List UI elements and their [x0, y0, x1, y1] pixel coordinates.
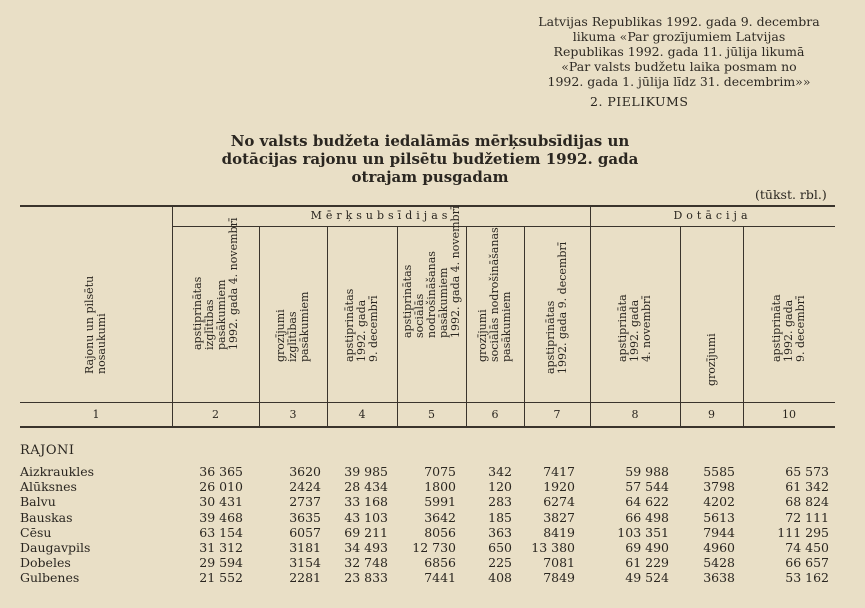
header-line: apstiprināta [616, 294, 629, 362]
cell-col-9: 5613 [703, 509, 735, 525]
cell-col-10: 74 450 [785, 539, 829, 555]
header-line: 1992. gada 4. novembrī [226, 217, 240, 350]
table-row [0, 494, 865, 509]
header-line: pasākumiem [298, 291, 311, 362]
unit-label: (tūkst. rbl.) [755, 187, 827, 202]
column-header-text [84, 276, 108, 374]
header-line: pasākumiem [214, 279, 228, 350]
cell-col-9: 3638 [703, 570, 735, 586]
column-number: 8 [631, 408, 639, 421]
column-header-6 [466, 228, 524, 398]
cell-col-2: 36 365 [199, 464, 243, 479]
cell-col-2: 39 468 [199, 509, 243, 525]
section-label: RAJONI [20, 443, 75, 458]
table-row [0, 479, 865, 494]
cell-col-7: 7417 [543, 464, 575, 479]
cell-col-2: 30 431 [199, 494, 243, 510]
table-row [0, 540, 865, 555]
cell-col-3: 2424 [289, 479, 321, 495]
cell-col-5: 1800 [424, 479, 456, 495]
law-reference-line: Latvijas Republikas 1992. gada 9. decembra [538, 14, 820, 29]
cell-col-3: 6057 [289, 524, 321, 540]
column-header-text [771, 294, 807, 362]
column-header-8 [590, 228, 680, 398]
column-header-text [477, 227, 513, 362]
cell-col-9: 3798 [703, 479, 735, 495]
law-reference [520, 14, 838, 89]
header-line: sociālās [412, 293, 426, 338]
column-number: 9 [708, 408, 715, 421]
header-line: 4. novembrī [640, 295, 653, 362]
header-line: Rajonu un pilsētu [83, 275, 96, 374]
header-line: apstiprinātas [190, 276, 204, 350]
column-header-text [344, 289, 380, 362]
header-line: apstiprināta [770, 294, 783, 362]
cell-col-5: 3642 [424, 509, 456, 525]
cell-col-4: 34 493 [344, 539, 388, 555]
row-name: Bauskas [20, 509, 73, 525]
cell-col-3: 2737 [289, 494, 321, 510]
column-header-10 [743, 228, 835, 398]
column-header-1 [20, 228, 172, 398]
cell-col-8: 69 490 [625, 539, 669, 555]
group-label-merksubsidijas: Mērķsubsīdijas [310, 209, 452, 222]
header-line: pasākumiem [500, 291, 513, 362]
cell-col-5: 7075 [424, 464, 456, 479]
header-line: 1992. gada [628, 299, 641, 362]
cell-col-7: 6274 [543, 494, 575, 510]
header-line: nodrošināšanas [424, 251, 438, 338]
header-line: izglītības [202, 299, 216, 350]
cell-col-2: 63 154 [199, 524, 243, 540]
cell-col-10: 111 295 [777, 524, 829, 540]
cell-col-9: 5428 [703, 555, 735, 571]
header-line: 1992. gada 9. decembrī [556, 241, 569, 374]
header-line: apstiprinātas [400, 264, 414, 338]
cell-col-10: 68 824 [785, 494, 829, 510]
cell-col-6: 363 [488, 524, 512, 540]
cell-col-7: 7081 [543, 555, 575, 571]
law-reference-line: «Par valsts budžetu laika posmam no [561, 59, 797, 74]
header-line: 9. decembrī [794, 295, 807, 362]
cell-col-8: 103 351 [617, 524, 669, 540]
cell-col-7: 7849 [543, 570, 575, 586]
cell-col-3: 3154 [289, 555, 321, 571]
column-number: 2 [212, 408, 219, 421]
column-header-2 [172, 217, 259, 398]
cell-col-3: 3635 [289, 509, 321, 525]
cell-col-4: 23 833 [344, 570, 388, 586]
header-line: pasākumiem [436, 267, 450, 338]
column-header-text [275, 292, 311, 362]
header-line: grozījumi [274, 309, 287, 362]
header-line: apstiprinātas [544, 300, 557, 374]
cell-col-8: 64 622 [625, 494, 669, 510]
cell-col-2: 29 594 [199, 555, 243, 571]
cell-col-4: 39 985 [344, 464, 388, 479]
cell-col-5: 6856 [424, 555, 456, 571]
row-name: Dobeles [20, 555, 71, 571]
cell-col-8: 49 524 [625, 570, 669, 586]
cell-col-6: 342 [488, 464, 512, 479]
title-line: otrajam pusgadam [351, 168, 509, 186]
cell-col-10: 66 657 [785, 555, 829, 571]
cell-col-7: 8419 [543, 524, 575, 540]
column-header-text [192, 218, 240, 350]
column-header-9 [680, 228, 743, 398]
header-line: grozījumi [704, 333, 718, 386]
table-body [0, 464, 865, 586]
title-line: No valsts budžeta iedalāmās mērķsubsīdijas un [230, 132, 630, 150]
column-number: 5 [428, 408, 435, 421]
cell-col-4: 33 168 [344, 494, 388, 510]
cell-col-4: 32 748 [344, 555, 388, 571]
column-header-text [617, 294, 653, 362]
column-header-text [545, 242, 569, 374]
header-line: 1992. gada 4. novembrī [448, 205, 462, 338]
table-row [0, 525, 865, 540]
column-number: 4 [358, 408, 366, 421]
table-row [0, 464, 865, 479]
table-row [0, 555, 865, 570]
law-reference-line: Republikas 1992. gada 11. jūlija likumā [553, 44, 805, 59]
cell-col-5: 8056 [424, 524, 456, 540]
cell-col-10: 65 573 [785, 464, 829, 479]
cell-col-3: 3620 [289, 464, 321, 479]
column-number: 3 [289, 408, 297, 421]
cell-col-2: 31 312 [199, 539, 243, 555]
header-line: nosaukumi [95, 313, 108, 374]
header-bottom-rule [20, 426, 835, 428]
title-line: dotācijas rajonu un pilsētu budžetiem 1992. gada [221, 150, 639, 168]
row-name: Cēsu [20, 524, 52, 540]
row-name: Daugavpils [20, 539, 91, 555]
header-line: sociālās nodrošināšanas [488, 227, 501, 362]
cell-col-5: 5991 [424, 494, 456, 510]
header-line: 9. decembrī [367, 295, 380, 362]
cell-col-9: 5585 [703, 464, 735, 479]
cell-col-9: 4960 [703, 539, 735, 555]
cell-col-6: 283 [488, 494, 512, 510]
column-header-5 [397, 205, 466, 398]
cell-col-8: 59 988 [625, 464, 669, 479]
header-line: 1992. gada [355, 299, 368, 362]
column-header-text [706, 333, 718, 386]
row-name: Gulbenes [20, 570, 80, 586]
header-line: 1992. gada [782, 299, 795, 362]
cell-col-5: 7441 [424, 570, 456, 586]
column-header-3 [259, 228, 327, 398]
cell-col-7: 3827 [543, 509, 575, 525]
cell-col-6: 650 [488, 539, 512, 555]
cell-col-2: 21 552 [199, 570, 243, 586]
column-header-4 [327, 228, 397, 398]
cell-col-10: 72 111 [785, 509, 829, 525]
cell-col-6: 120 [488, 479, 512, 495]
header-line: apstiprinātas [343, 288, 356, 362]
cell-col-8: 61 229 [625, 555, 669, 571]
cell-col-9: 4202 [703, 494, 735, 510]
row-name: Aizkraukles [20, 464, 95, 479]
cell-col-10: 61 342 [785, 479, 829, 495]
cell-col-2: 26 010 [199, 479, 243, 495]
column-header-text [402, 206, 462, 338]
column-number: 10 [782, 408, 796, 421]
appendix-label: 2. PIELIKUMS [590, 94, 689, 109]
cell-col-4: 28 434 [344, 479, 388, 495]
column-number: 7 [553, 408, 561, 421]
cell-col-3: 3181 [289, 539, 321, 555]
cell-col-4: 69 211 [344, 524, 388, 540]
cell-col-5: 12 730 [412, 539, 456, 555]
column-number: 1 [92, 408, 100, 421]
cell-col-8: 66 498 [625, 509, 669, 525]
document-title [170, 132, 690, 186]
cell-col-8: 57 544 [625, 479, 669, 495]
cell-col-3: 2281 [289, 570, 321, 586]
cell-col-10: 53 162 [785, 570, 829, 586]
law-reference-line: likuma «Par grozījumiem Latvijas [572, 29, 786, 44]
cell-col-6: 408 [488, 570, 512, 586]
cell-col-6: 185 [488, 509, 512, 525]
table-row [0, 510, 865, 525]
column-header-7 [524, 228, 590, 398]
header-line: izglītības [286, 311, 299, 362]
header-line: grozījumi [476, 309, 489, 362]
cell-col-6: 225 [488, 555, 512, 571]
law-reference-line: 1992. gada 1. jūlija līdz 31. decembrim»» [547, 74, 811, 89]
row-name: Alūksnes [20, 479, 77, 495]
column-number: 6 [491, 408, 499, 421]
group-label-dotacija: Dotācija [673, 209, 752, 222]
cell-col-4: 43 103 [344, 509, 388, 525]
column-number-rule [20, 402, 835, 403]
row-name: Balvu [20, 494, 56, 510]
cell-col-7: 1920 [543, 479, 575, 495]
cell-col-9: 7944 [703, 524, 735, 540]
table-row [0, 570, 865, 585]
cell-col-7: 13 380 [531, 539, 575, 555]
